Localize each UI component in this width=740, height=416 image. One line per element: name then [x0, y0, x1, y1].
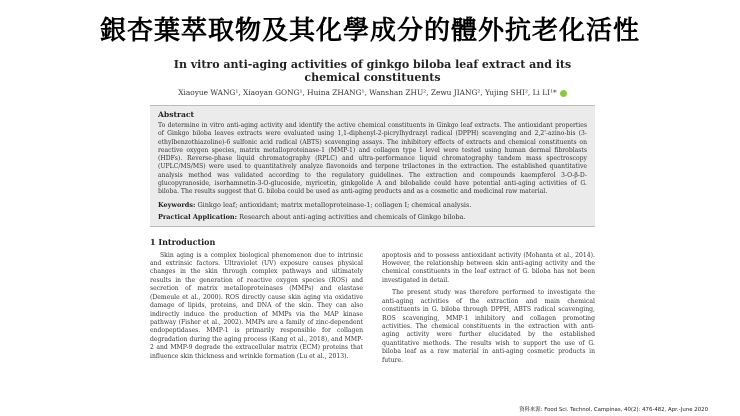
intro-left-column	[150, 252, 363, 369]
intro-right-paragraph-1: apoptosis and to possess antioxidant activity (Mohanta et al., 2014). However, the relationship between skin anti-aging activity and the chemical constituents in the leaf extract of G. biloba has not been investigated in detail.	[382, 251, 595, 284]
practical-label: Practical Application:	[158, 212, 238, 221]
paper-excerpt	[150, 56, 595, 402]
source-citation: 資料來源: Food Sci. Technol, Campinas, 40(2): 476-482, Apr.-June 2020	[519, 407, 708, 413]
intro-left-paragraph: Skin aging is a complex biological phenomenon due to intrinsic and extrinsic factors. Ultraviolet (UV) exposure causes physical changes in the skin through complex pathways and ultimately results in the generation of reactive oxygen species (ROS) and secretion of matrix metalloproteinases (MMPs) and elastase (Demeule et al., 2000). ROS directly cause skin aging via oxidative damage of lipids, proteins, and DNA of the skin. They can also indirectly induce the production of MMPs via the MAP kinase pathway (Fisher et al., 2002). MMPs are a family of zinc-dependent endopeptidases. MMP-1 is primarily responsible for collagen degradation during the aging process (Kang et al., 2018), and MMP-2 and MMP-9 degrade the extracellular matrix (ECM) proteins that influence skin thickness and wrinkle formation (Lu et al., 2013).	[150, 251, 363, 360]
section-heading: 1 Introduction	[150, 236, 216, 247]
author-list	[150, 88, 595, 97]
authors-text: Xiaoyue WANG¹, Xiaoyan GONG¹, Huina ZHANG¹, Wanshan ZHU², Zewu JIANG², Yujing SHI², Li LI¹*	[178, 88, 557, 97]
practical-text: Research about anti-aging activities and chemicals of Ginkgo biloba.	[239, 212, 466, 221]
paper-title: In vitro anti-aging activities of ginkgo biloba leaf extract and its chemical constituents	[173, 58, 572, 84]
abstract-text: To determine in vitro anti-aging activity and identify the active chemical constituents in Ginkgo leaf extracts. The antioxidant properties of Ginkgo biloba leaves extracts were evaluated using 1,1-diphenyl-2-picrylhydrazyl radical (DPPH) scavenging and 2,2'-azino-bis (3-ethylbenzothiazoline)-6 sulfonic acid radical (ABTS) scavenging assays. The inhibitory effects of extracts and chemical constituents on reactive oxygen species, matrix metalloproteinase-1 (MMP-1) and collagen type I level were tested using human dermal fibroblasts (HDFs). Reverse-phase liquid chromatography (RPLC) and ultra-performance liquid chromatography tandem mass spectroscopy (UPLC/MS/MS) were used to quantitatively analyze flavonoids and terpene trilactones in the extraction. The established quantitative analysis method was validated according to the regulatory guidelines. The extraction and compounds kaempferol 3-O-β-D-glucopyranoside, isorhamnetin-3-O-glucoside, myricetin, ginkgolide A and bilobalide could have potential anti-aging activities of G. biloba. The results suggest that G. biloba could be used as anti-aging products and as a cosmetic and medicinal raw material.	[158, 122, 587, 196]
abstract-heading: Abstract	[158, 110, 195, 119]
intro-right-column	[382, 252, 595, 369]
slide-title: 銀杏葉萃取物及其化學成分的體外抗老化活性	[99, 16, 640, 46]
intro-right-paragraph-2: The present study was therefore performed to investigate the anti-aging activities of the extraction and main chemical constituents in G. biloba through DPPH, ABTS radical scavenging, ROS scavenging, MMP-1 inhibitory and collagen promoting activities. The chemical constituents in the extraction with anti-aging activity were further elucidated by the established quantitative methods. The results wish to support the use of G. biloba leaf as a raw material in anti-aging cosmetic products in future.	[382, 289, 595, 364]
keywords-line	[158, 201, 587, 209]
keywords-text: Ginkgo leaf; antioxidant; matrix metalloproteinase-1; collagen I; chemical analysis.	[197, 200, 472, 209]
practical-application-line	[158, 213, 587, 221]
orcid-icon	[560, 90, 567, 97]
intro-columns	[150, 252, 595, 369]
keywords-label: Keywords:	[158, 200, 196, 209]
abstract-box	[150, 105, 595, 227]
